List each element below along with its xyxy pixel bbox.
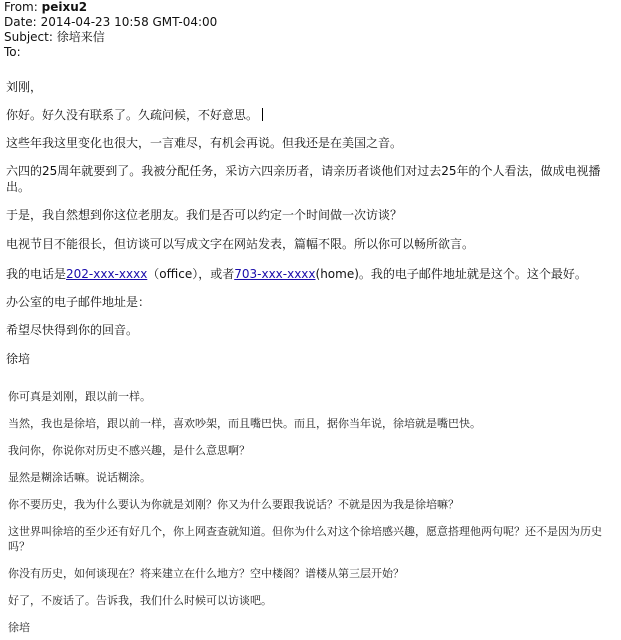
paragraph-6 [6,266,611,282]
paragraph-1-text: 你好。好久没有联系了。久疏问候，不好意思。 [6,108,259,122]
reply-line-8: 好了，不废话了。告诉我，我们什么时候可以访谈吧。 [8,594,272,607]
email-header [4,0,217,60]
date-row [4,15,217,30]
from-value: peixu2 [41,0,88,14]
phone-tail: (home)。我的电子邮件地址就是这个。这个最好。 [315,267,587,281]
paragraph-3: 六四的25周年就要到了。我被分配任务，采访六四亲历者，请亲历者谈他们对过去25年的个人看法，做成电视播出。 [6,164,601,194]
paragraph-2: 这些年我这里变化也很大，一言难尽，有机会再说。但我还是在美国之音。 [6,136,403,150]
date-label: Date: [4,15,37,29]
text-cursor [262,108,263,121]
paragraph-7: 办公室的电子邮件地址是： [6,295,151,309]
date-value: 2014-04-23 10:58 GMT-04:00 [40,15,218,29]
reply-line-1: 你可真是刘刚，跟以前一样。 [8,390,151,403]
office-phone-link[interactable]: 202-xxx-xxxx [66,267,148,281]
from-label: From: [4,0,38,14]
greeting: 刘刚， [6,80,43,94]
reply-line-5: 你不要历史，我为什么要认为你就是刘刚？你又为什么要跟我说话？不就是因为我是徐培嘛？ [8,498,459,511]
signature: 徐培 [6,352,31,366]
phone-mid: （office），或者 [147,267,235,281]
to-label: To: [4,45,21,59]
from-row [4,0,217,15]
reply-line-3: 我问你，你说你对历史不感兴趣，是什么意思啊？ [8,444,250,457]
home-phone-link[interactable]: 703-xxx-xxxx [234,267,316,281]
paragraph-1[interactable] [6,107,611,123]
subject-label: Subject: [4,30,53,44]
subject-value: 徐培来信 [56,30,105,44]
to-row [4,45,217,60]
paragraph-4: 于是，我自然想到你这位老朋友。我们是否可以约定一个时间做一次访谈？ [6,208,403,222]
paragraph-8: 希望尽快得到你的回音。 [6,323,139,337]
phone-intro: 我的电话是 [6,267,67,281]
reply-line-7: 你没有历史，如何谈现在？将来建立在什么地方？空中楼阁？谱楼从第三层开始？ [8,567,404,580]
reply-line-4: 显然是糊涂话嘛。说话糊涂。 [8,471,151,484]
reply-line-6: 这世界叫徐培的至少还有好几个，你上网查查就知道。但你为什么对这个徐培感兴趣，愿意搭理他两句呢？还不是因为历史吗？ [8,525,602,553]
reply-line-2: 当然，我也是徐培，跟以前一样，喜欢吵架，而且嘴巴快。而且，据你当年说，徐培就是嘴巴快。 [8,417,481,430]
paragraph-5: 电视节目不能很长，但访谈可以写成文字在网站发表，篇幅不限。所以你可以畅所欲言。 [6,237,475,251]
subject-row [4,30,217,45]
reply-signature: 徐培 [8,621,30,634]
